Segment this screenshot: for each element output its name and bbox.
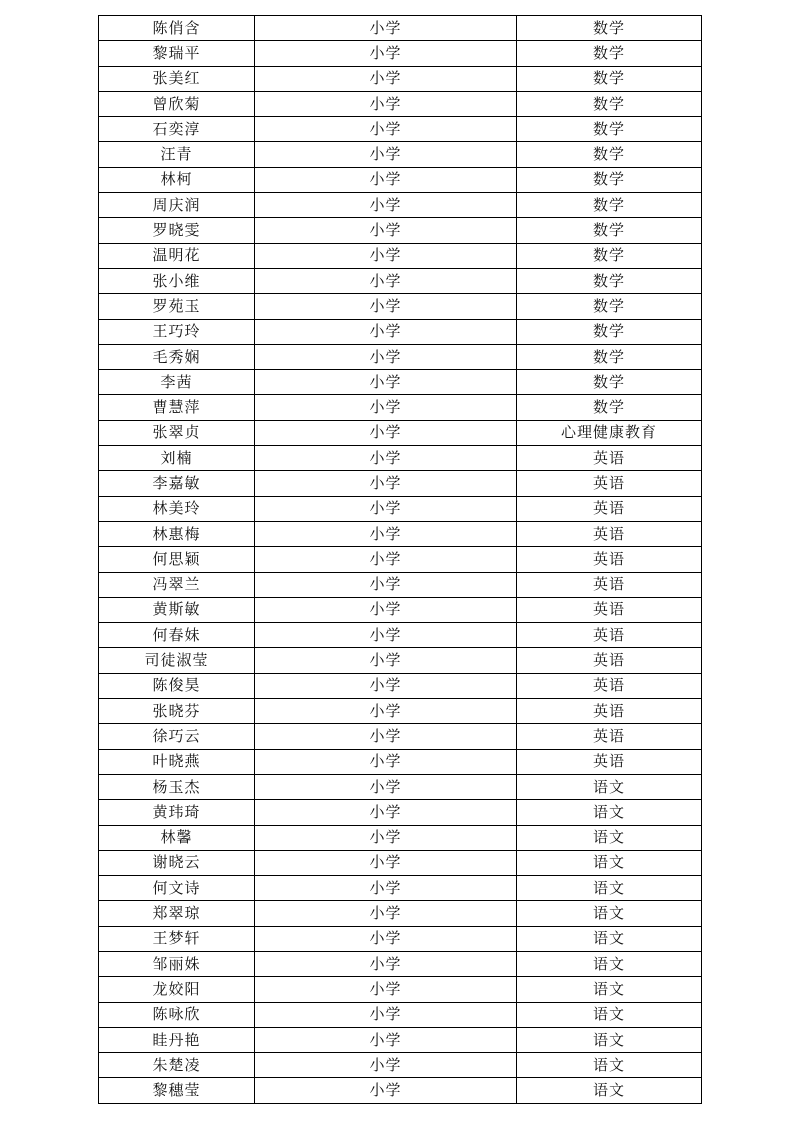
school-level-cell: 小学 <box>255 446 517 471</box>
name-cell: 黄玮琦 <box>99 800 255 825</box>
table-row <box>99 420 702 445</box>
table-row <box>99 142 702 167</box>
school-level-cell: 小学 <box>255 977 517 1002</box>
name-cell: 司徒淑莹 <box>99 648 255 673</box>
name-cell: 林惠梅 <box>99 521 255 546</box>
table-row <box>99 471 702 496</box>
name-cell: 林馨 <box>99 825 255 850</box>
school-level-cell: 小学 <box>255 370 517 395</box>
subject-cell: 语文 <box>517 1027 702 1052</box>
name-cell: 冯翠兰 <box>99 572 255 597</box>
school-level-cell: 小学 <box>255 142 517 167</box>
name-cell: 曾欣菊 <box>99 91 255 116</box>
subject-cell: 数学 <box>517 243 702 268</box>
name-cell: 周庆润 <box>99 193 255 218</box>
subject-cell: 语文 <box>517 1002 702 1027</box>
subject-cell: 数学 <box>517 193 702 218</box>
subject-cell: 数学 <box>517 91 702 116</box>
table-row <box>99 749 702 774</box>
table-row <box>99 850 702 875</box>
name-cell: 罗苑玉 <box>99 294 255 319</box>
table-row <box>99 977 702 1002</box>
roster-body <box>99 16 702 1104</box>
school-level-cell: 小学 <box>255 547 517 572</box>
school-level-cell: 小学 <box>255 699 517 724</box>
name-cell: 黎瑞平 <box>99 41 255 66</box>
subject-cell: 语文 <box>517 876 702 901</box>
name-cell: 李茜 <box>99 370 255 395</box>
school-level-cell: 小学 <box>255 521 517 546</box>
school-level-cell: 小学 <box>255 850 517 875</box>
name-cell: 谢晓云 <box>99 850 255 875</box>
table-row <box>99 344 702 369</box>
name-cell: 何文诗 <box>99 876 255 901</box>
table-row <box>99 673 702 698</box>
table-row <box>99 91 702 116</box>
name-cell: 汪青 <box>99 142 255 167</box>
table-row <box>99 1027 702 1052</box>
table-row <box>99 699 702 724</box>
table-row <box>99 547 702 572</box>
name-cell: 邹丽姝 <box>99 951 255 976</box>
table-row <box>99 1078 702 1103</box>
subject-cell: 语文 <box>517 951 702 976</box>
subject-cell: 数学 <box>517 41 702 66</box>
table-row <box>99 572 702 597</box>
name-cell: 毛秀娴 <box>99 344 255 369</box>
name-cell: 陈俏含 <box>99 16 255 41</box>
teacher-roster-table <box>98 15 702 1104</box>
table-row <box>99 294 702 319</box>
subject-cell: 数学 <box>517 218 702 243</box>
subject-cell: 数学 <box>517 294 702 319</box>
table-row <box>99 218 702 243</box>
name-cell: 龙姣阳 <box>99 977 255 1002</box>
table-row <box>99 395 702 420</box>
school-level-cell: 小学 <box>255 1027 517 1052</box>
school-level-cell: 小学 <box>255 344 517 369</box>
subject-cell: 数学 <box>517 16 702 41</box>
school-level-cell: 小学 <box>255 16 517 41</box>
school-level-cell: 小学 <box>255 319 517 344</box>
table-row <box>99 901 702 926</box>
subject-cell: 数学 <box>517 344 702 369</box>
table-row <box>99 521 702 546</box>
subject-cell: 数学 <box>517 117 702 142</box>
subject-cell: 英语 <box>517 471 702 496</box>
school-level-cell: 小学 <box>255 471 517 496</box>
subject-cell: 数学 <box>517 268 702 293</box>
name-cell: 张美红 <box>99 66 255 91</box>
school-level-cell: 小学 <box>255 66 517 91</box>
table-row <box>99 117 702 142</box>
table-row <box>99 66 702 91</box>
subject-cell: 数学 <box>517 395 702 420</box>
subject-cell: 语文 <box>517 926 702 951</box>
name-cell: 徐巧云 <box>99 724 255 749</box>
subject-cell: 英语 <box>517 673 702 698</box>
subject-cell: 英语 <box>517 648 702 673</box>
table-row <box>99 370 702 395</box>
table-row <box>99 16 702 41</box>
school-level-cell: 小学 <box>255 1002 517 1027</box>
school-level-cell: 小学 <box>255 951 517 976</box>
subject-cell: 英语 <box>517 699 702 724</box>
name-cell: 黎穗莹 <box>99 1078 255 1103</box>
subject-cell: 数学 <box>517 66 702 91</box>
school-level-cell: 小学 <box>255 1053 517 1078</box>
school-level-cell: 小学 <box>255 218 517 243</box>
table-row <box>99 724 702 749</box>
school-level-cell: 小学 <box>255 268 517 293</box>
name-cell: 温明花 <box>99 243 255 268</box>
name-cell: 郑翠琼 <box>99 901 255 926</box>
subject-cell: 英语 <box>517 521 702 546</box>
table-row <box>99 1053 702 1078</box>
school-level-cell: 小学 <box>255 420 517 445</box>
school-level-cell: 小学 <box>255 724 517 749</box>
school-level-cell: 小学 <box>255 117 517 142</box>
table-row <box>99 496 702 521</box>
name-cell: 黄斯敏 <box>99 597 255 622</box>
name-cell: 何思颖 <box>99 547 255 572</box>
subject-cell: 英语 <box>517 623 702 648</box>
table-row <box>99 825 702 850</box>
school-level-cell: 小学 <box>255 572 517 597</box>
name-cell: 张小维 <box>99 268 255 293</box>
subject-cell: 语文 <box>517 1053 702 1078</box>
subject-cell: 语文 <box>517 800 702 825</box>
table-row <box>99 800 702 825</box>
table-row <box>99 446 702 471</box>
table-row <box>99 243 702 268</box>
name-cell: 林美玲 <box>99 496 255 521</box>
subject-cell: 心理健康教育 <box>517 420 702 445</box>
subject-cell: 英语 <box>517 496 702 521</box>
school-level-cell: 小学 <box>255 673 517 698</box>
school-level-cell: 小学 <box>255 901 517 926</box>
name-cell: 张晓芬 <box>99 699 255 724</box>
school-level-cell: 小学 <box>255 294 517 319</box>
school-level-cell: 小学 <box>255 800 517 825</box>
name-cell: 何春妹 <box>99 623 255 648</box>
table-row <box>99 597 702 622</box>
subject-cell: 语文 <box>517 850 702 875</box>
name-cell: 陈俊昊 <box>99 673 255 698</box>
subject-cell: 数学 <box>517 142 702 167</box>
subject-cell: 英语 <box>517 572 702 597</box>
school-level-cell: 小学 <box>255 496 517 521</box>
name-cell: 石奕淳 <box>99 117 255 142</box>
table-row <box>99 876 702 901</box>
name-cell: 杨玉杰 <box>99 774 255 799</box>
school-level-cell: 小学 <box>255 243 517 268</box>
subject-cell: 语文 <box>517 1078 702 1103</box>
subject-cell: 英语 <box>517 446 702 471</box>
subject-cell: 英语 <box>517 597 702 622</box>
table-row <box>99 41 702 66</box>
subject-cell: 英语 <box>517 749 702 774</box>
name-cell: 叶晓燕 <box>99 749 255 774</box>
subject-cell: 语文 <box>517 825 702 850</box>
name-cell: 刘楠 <box>99 446 255 471</box>
table-row <box>99 623 702 648</box>
subject-cell: 数学 <box>517 167 702 192</box>
subject-cell: 语文 <box>517 774 702 799</box>
name-cell: 林柯 <box>99 167 255 192</box>
school-level-cell: 小学 <box>255 876 517 901</box>
school-level-cell: 小学 <box>255 648 517 673</box>
school-level-cell: 小学 <box>255 825 517 850</box>
table-row <box>99 951 702 976</box>
name-cell: 眭丹艳 <box>99 1027 255 1052</box>
table-row <box>99 319 702 344</box>
name-cell: 张翠贞 <box>99 420 255 445</box>
table-row <box>99 774 702 799</box>
subject-cell: 英语 <box>517 547 702 572</box>
school-level-cell: 小学 <box>255 926 517 951</box>
name-cell: 陈咏欣 <box>99 1002 255 1027</box>
school-level-cell: 小学 <box>255 91 517 116</box>
name-cell: 罗晓雯 <box>99 218 255 243</box>
name-cell: 王梦轩 <box>99 926 255 951</box>
school-level-cell: 小学 <box>255 774 517 799</box>
subject-cell: 语文 <box>517 901 702 926</box>
table-row <box>99 1002 702 1027</box>
name-cell: 朱楚凌 <box>99 1053 255 1078</box>
school-level-cell: 小学 <box>255 395 517 420</box>
name-cell: 王巧玲 <box>99 319 255 344</box>
school-level-cell: 小学 <box>255 41 517 66</box>
school-level-cell: 小学 <box>255 749 517 774</box>
name-cell: 李嘉敏 <box>99 471 255 496</box>
table-row <box>99 648 702 673</box>
school-level-cell: 小学 <box>255 597 517 622</box>
table-row <box>99 268 702 293</box>
school-level-cell: 小学 <box>255 1078 517 1103</box>
subject-cell: 英语 <box>517 724 702 749</box>
subject-cell: 语文 <box>517 977 702 1002</box>
table-row <box>99 193 702 218</box>
school-level-cell: 小学 <box>255 193 517 218</box>
name-cell: 曹慧萍 <box>99 395 255 420</box>
table-row <box>99 167 702 192</box>
subject-cell: 数学 <box>517 370 702 395</box>
school-level-cell: 小学 <box>255 167 517 192</box>
subject-cell: 数学 <box>517 319 702 344</box>
table-row <box>99 926 702 951</box>
school-level-cell: 小学 <box>255 623 517 648</box>
